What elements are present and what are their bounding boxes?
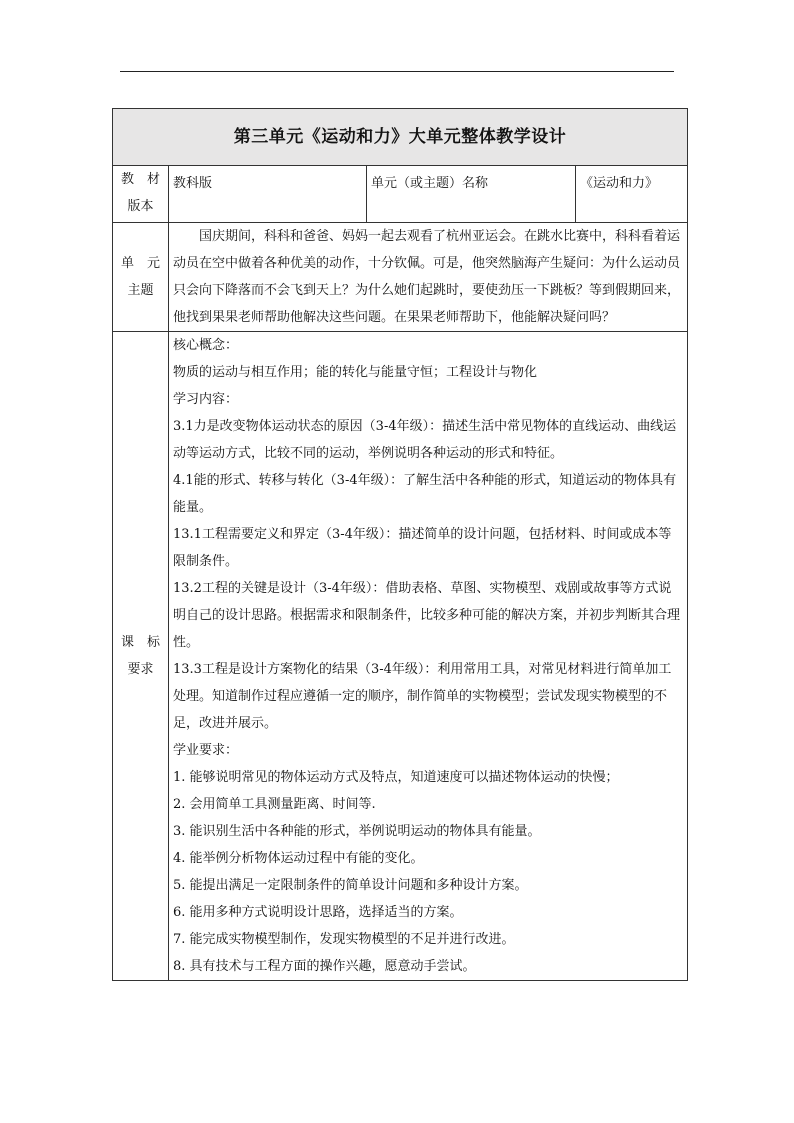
requirement-item: 5. 能提出满足一定限制条件的简单设计问题和多种设计方案。: [173, 878, 528, 893]
theme-text: 国庆期间，科科和爸爸、妈妈一起去观看了杭州亚运会。在跳水比赛中，科科看着运动员在空中做着各种优美的动作，十分钦佩。可是，他突然脑海产生疑问：为什么运动员只会向下降落而不会飞到天上？为什么她们起跳时，要使劲压一下跳板？等到假期回来，他找到果果老师帮助他解决这些问题。在果果老师帮助下，他能解决疑问吗？: [173, 229, 681, 325]
lesson-design-table: [112, 108, 688, 981]
requirement-item: 6. 能用多种方式说明设计思路，选择适当的方案。: [173, 905, 463, 920]
theme-label: [113, 223, 169, 332]
core-concept-heading: 核心概念：: [173, 338, 239, 353]
learning-item: 13.2工程的关键是设计（3-4年级）：借助表格、草图、实物模型、戏剧或故事等方式说明自己的设计思路。根据需求和限制条件，比较多种可能的解决方案，并初步判断其合理性。: [173, 581, 681, 650]
document-title: 第三单元《运动和力》大单元整体教学设计: [113, 109, 688, 166]
requirement-item: 3. 能识别生活中各种能的形式，举例说明运动的物体具有能量。: [173, 824, 541, 839]
textbook-row: [113, 166, 688, 223]
unit-name-label: 单元（或主题）名称: [367, 166, 576, 223]
learning-item: 13.1工程需要定义和界定（3-4年级）：描述简单的设计问题，包括材料、时间或成本等限制条件。: [173, 527, 672, 569]
core-concept-text: 物质的运动与相互作用；能的转化与能量守恒；工程设计与物化: [173, 365, 538, 380]
requirement-item: 7. 能完成实物模型制作，发现实物模型的不足并进行改进。: [173, 932, 515, 947]
theme-text-cell: [169, 223, 688, 332]
learning-item: 13.3工程是设计方案物化的结果（3-4年级）：利用常用工具，对常见材料进行简单加工处理。知道制作过程应遵循一定的顺序，制作简单的实物模型；尝试发现实物模型的不足，改进并展示。: [173, 662, 672, 731]
theme-label-line1: 单 元: [120, 256, 160, 271]
requirement-item: 4. 能举例分析物体运动过程中有能的变化。: [173, 851, 424, 866]
textbook-label-line2: 版本: [127, 199, 154, 214]
requirement-item: 1. 能够说明常见的物体运动方式及特点，知道速度可以描述物体运动的快慢；: [173, 770, 619, 785]
requirement-item: 2. 会用简单工具测量距离、时间等.: [173, 797, 376, 812]
standards-content-cell: [169, 332, 688, 981]
learning-item: 4.1能的形式、转移与转化（3-4年级）：了解生活中各种能的形式，知道运动的物体具有能量。: [173, 473, 677, 515]
learning-item: 3.1力是改变物体运动状态的原因（3-4年级）：描述生活中常见物体的直线运动、曲线运动等运动方式，比较不同的运动，举例说明各种运动的形式和特征。: [173, 419, 677, 461]
standards-label: [113, 332, 169, 981]
unit-name-value: 《运动和力》: [576, 166, 688, 223]
standards-label-line1: 课 标: [120, 635, 160, 650]
standards-row: [113, 332, 688, 981]
textbook-edition: 教科版: [169, 166, 367, 223]
standards-label-line2: 要求: [127, 662, 154, 677]
textbook-label-line1: 教 材: [120, 172, 160, 187]
textbook-label: [113, 166, 169, 223]
title-row: [113, 109, 688, 166]
requirement-item: 8. 具有技术与工程方面的操作兴趣，愿意动手尝试。: [173, 959, 476, 974]
theme-label-line2: 主题: [127, 283, 154, 298]
learning-content-heading: 学习内容：: [173, 392, 239, 407]
academic-requirements-heading: 学业要求：: [173, 743, 239, 758]
header-rule: [120, 71, 674, 72]
theme-row: [113, 223, 688, 332]
